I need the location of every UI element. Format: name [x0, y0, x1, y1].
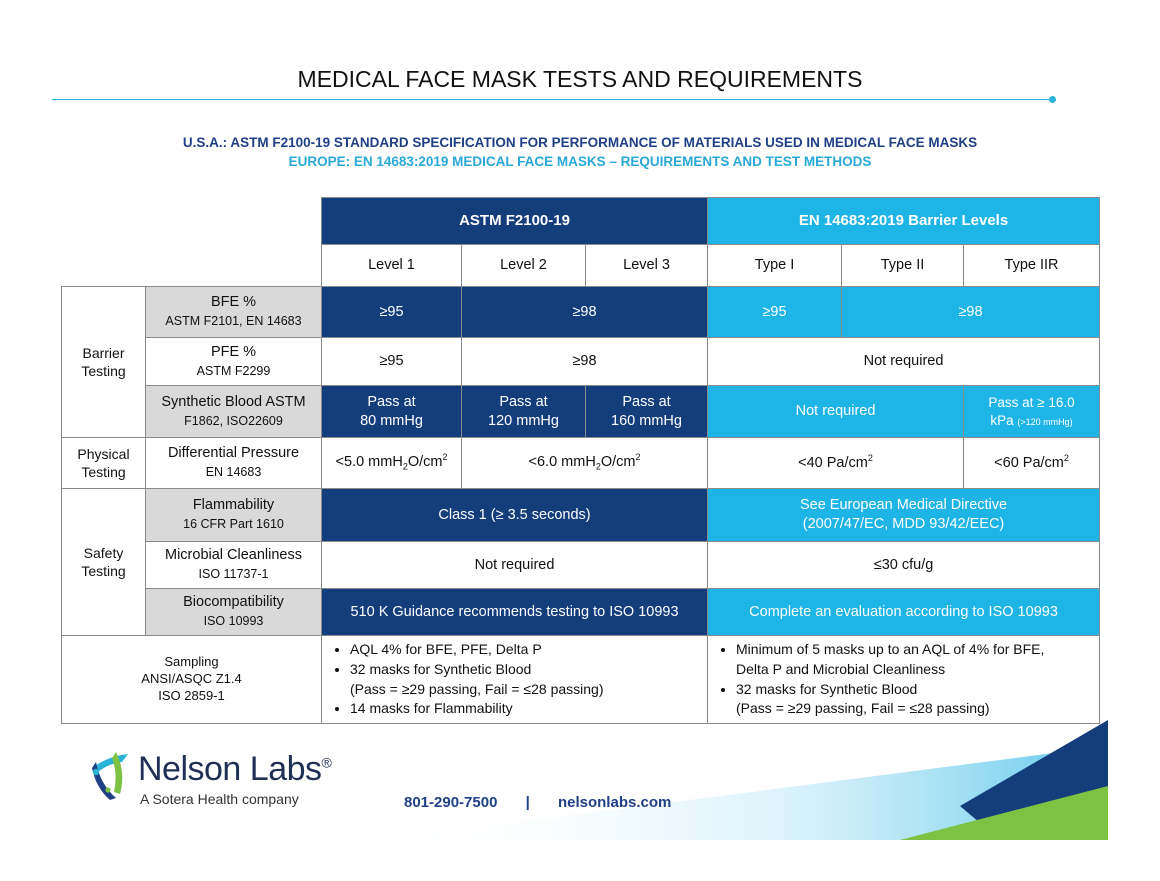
dp-type12: <40 $Pa/cm^2$: [708, 438, 964, 489]
type-2r-header: Type IIR: [964, 245, 1100, 287]
type-1-header: Type I: [708, 245, 842, 287]
blood-type12: Not required: [708, 386, 964, 438]
bfe-level1: ≥95: [322, 287, 462, 338]
website-link[interactable]: nelsonlabs.com: [557, 794, 672, 811]
phone-number[interactable]: 801-290-7500: [404, 794, 498, 811]
en-header: EN 14683:2019 Barrier Levels: [708, 198, 1100, 245]
pfe-level23: ≥98: [462, 338, 708, 386]
blood-type2r: Pass at ≥ 16.0 kPa (>120 mmHg): [964, 386, 1100, 438]
bfe-level23: ≥98: [462, 287, 708, 338]
dp-type2r: <60 $Pa/cm^2$: [964, 438, 1100, 489]
astm-header: ASTM F2100-19: [322, 198, 708, 245]
sampling-label: Sampling ANSI/ASQC Z1.4 ISO 2859-1: [62, 636, 322, 724]
synthetic-blood-test: Synthetic Blood ASTM F1862, ISO22609: [146, 386, 322, 438]
blood-level2: Pass at 120 mmHg: [462, 386, 586, 438]
list-item: • AQL 4% for BFE, PFE, Delta P: [350, 640, 703, 660]
biocompatibility-astm: 510 K Guidance recommends testing to ISO 10993: [322, 589, 708, 636]
flammability-test: Flammability 16 CFR Part 1610: [146, 489, 322, 542]
page-title: MEDICAL FACE MASK TESTS AND REQUIREMENTS: [297, 66, 863, 92]
flammability-astm: Class 1 (≥ 3.5 seconds): [322, 489, 708, 542]
list-item: (Pass = ≥29 passing, Fail = ≤28 passing): [350, 680, 604, 697]
flammability-en: See European Medical Directive (2007/47/EC, MDD 93/42/EEC): [708, 489, 1100, 542]
contact-info: [404, 794, 671, 811]
level-2-header: Level 2: [462, 245, 586, 287]
brand-tagline: A Sotera Health company: [140, 791, 299, 807]
list-item: Delta P and Microbial Cleanliness: [736, 660, 946, 677]
list-item: (Pass = ≥29 passing, Fail = ≤28 passing): [736, 700, 990, 717]
requirements-table: [61, 197, 1100, 724]
nelson-labs-logo-icon: [86, 748, 142, 804]
type-2-header: Type II: [842, 245, 964, 287]
list-item: • 32 masks for Synthetic Blood: [350, 660, 703, 680]
dp-level23: <6.0 $mmH_2O/cm^2$: [462, 438, 708, 489]
list-item: • Minimum of 5 masks up to an AQL of 4% for BFE,: [736, 640, 1095, 660]
microbial-en: ≤30 cfu/g: [708, 542, 1100, 589]
title-rule: [52, 99, 1052, 100]
biocompatibility-en: Complete an evaluation according to ISO 10993: [708, 589, 1100, 636]
bfe-type1: ≥95: [708, 287, 842, 338]
safety-testing-category: Safety Testing: [62, 489, 146, 636]
sampling-en: [708, 636, 1100, 724]
list-item: • 32 masks for Synthetic Blood: [736, 680, 1095, 700]
pfe-test: PFE % ASTM F2299: [146, 338, 322, 386]
physical-testing-category: Physical Testing: [62, 438, 146, 489]
subtitle-eu: EUROPE: EN 14683:2019 MEDICAL FACE MASKS – REQUIREMENTS AND TEST METHODS: [288, 154, 872, 169]
title-rule-dot: [1049, 96, 1056, 103]
bfe-test: BFE % ASTM F2101, EN 14683: [146, 287, 322, 338]
pfe-level1: ≥95: [322, 338, 462, 386]
dp-level1: <5.0 $mmH_2O/cm^2$: [322, 438, 462, 489]
subtitle-us: U.S.A.: ASTM F2100-19 STANDARD SPECIFICATION FOR PERFORMANCE OF MATERIALS USED IN MEDICAL FACE MASKS: [182, 135, 978, 150]
barrier-testing-category: Barrier Testing: [62, 287, 146, 438]
bfe-type2: ≥98: [842, 287, 1100, 338]
biocompatibility-test: Biocompatibility ISO 10993: [146, 589, 322, 636]
microbial-astm: Not required: [322, 542, 708, 589]
microbial-cleanliness-test: Microbial Cleanliness ISO 11737-1: [146, 542, 322, 589]
sampling-astm: [322, 636, 708, 724]
blood-level3: Pass at 160 mmHg: [586, 386, 708, 438]
differential-pressure-test: Differential Pressure EN 14683: [146, 438, 322, 489]
list-item: • 14 masks for Flammability: [350, 699, 703, 719]
contact-separator: |: [525, 794, 530, 811]
pfe-en: Not required: [708, 338, 1100, 386]
brand-name: Nelson Labs®: [138, 750, 332, 788]
level-3-header: Level 3: [586, 245, 708, 287]
level-1-header: Level 1: [322, 245, 462, 287]
blood-level1: Pass at 80 mmHg: [322, 386, 462, 438]
